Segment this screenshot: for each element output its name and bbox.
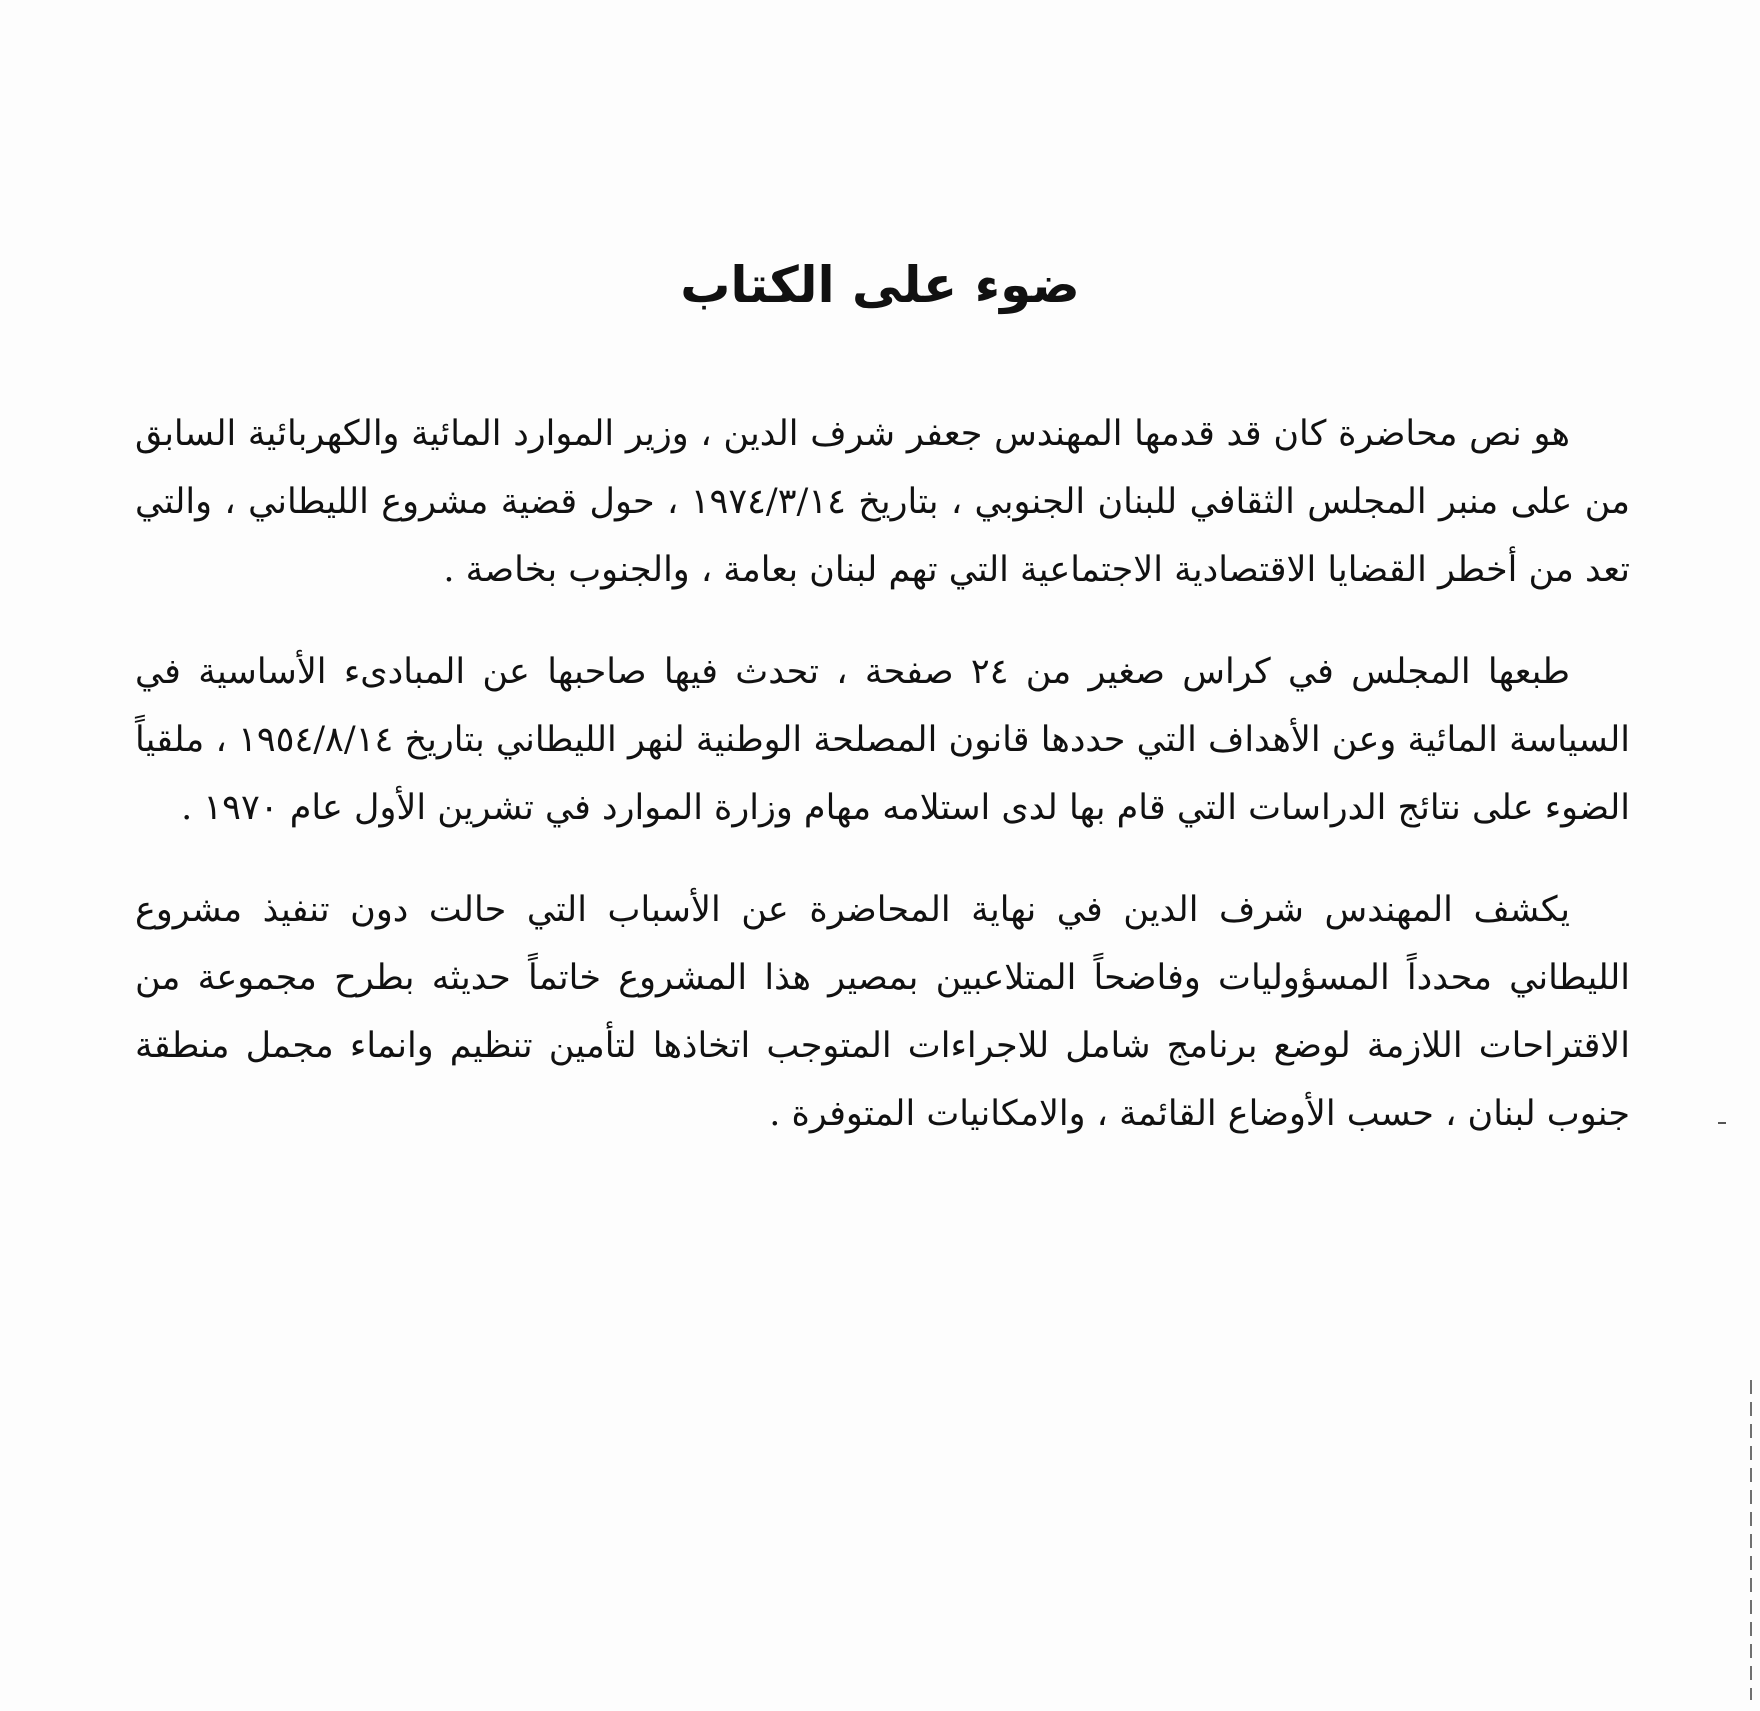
- scan-margin-tick: [1718, 1122, 1726, 1124]
- page-title: ضوء على الكتاب: [680, 256, 1080, 314]
- body-text: [135, 400, 1630, 1182]
- paragraph-1: هو نص محاضرة كان قد قدمها المهندس جعفر شرف الدين ، وزير الموارد المائية والكهربائية السابق من على منبر المجلس الثقافي للبنان الجنوبي ، بتاريخ ١٩٧٤/٣/١٤ ، حول قضية مشروع الليطاني ، والتي تعد من أخطر القضايا الاقتصادية الاجتماعية التي تهم لبنان بعامة ، والجنوب بخاصة .: [135, 414, 1630, 590]
- scan-edge-mark: [1750, 1380, 1752, 1700]
- paragraph-3: يكشف المهندس شرف الدين في نهاية المحاضرة عن الأسباب التي حالت دون تنفيذ مشروع الليطاني محدداً المسؤوليات وفاضحاً المتلاعبين بمصير هذا المشروع خاتماً حديثه بطرح مجموعة من الاقتراحات اللازمة لوضع برنامج شامل للاجراءات المتوجب اتخاذها لتأمين تنظيم وانماء مجمل منطقة جنوب لبنان ، حسب الأوضاع القائمة ، والامكانيات المتوفرة .: [135, 890, 1630, 1134]
- paragraph-2: طبعها المجلس في كراس صغير من ٢٤ صفحة ، تحدث فيها صاحبها عن المبادىء الأساسية في السياسة المائية وعن الأهداف التي حددها قانون المصلحة الوطنية لنهر الليطاني بتاريخ ١٩٥٤/٨/١٤ ، ملقياً الضوء على نتائج الدراسات التي قام بها لدى استلامه مهام وزارة الموارد في تشرين الأول عام ١٩٧٠ .: [135, 652, 1631, 828]
